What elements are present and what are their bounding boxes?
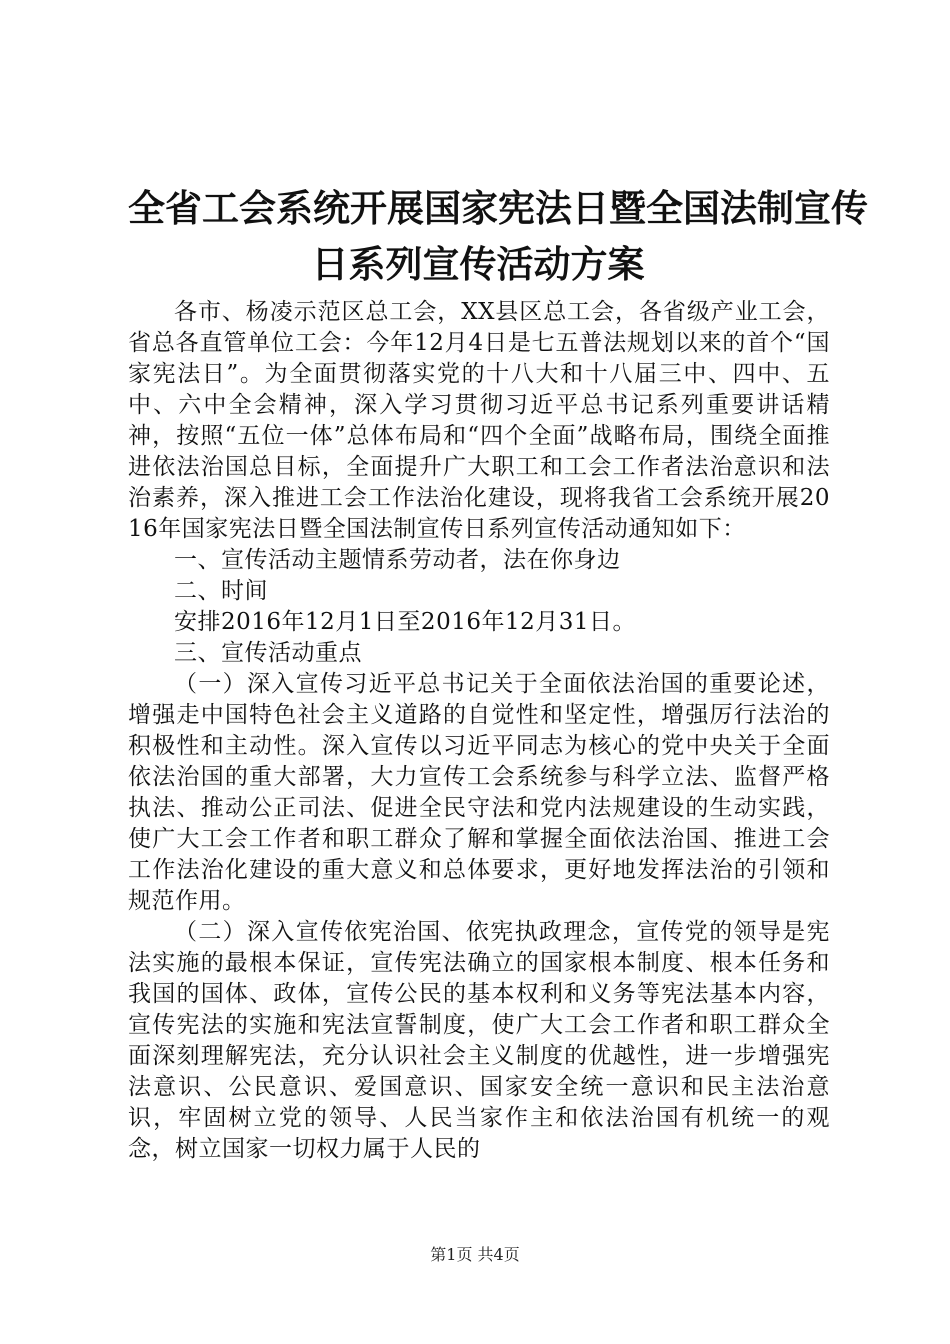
section-heading-focus: 三、宣传活动重点 [174, 640, 362, 666]
point-one-paragraph [128, 669, 830, 917]
document-title-line-2: 日系列宣传活动方案 [311, 243, 645, 286]
section-heading-theme: 一、宣传活动主题情系劳动者，法在你身边 [174, 547, 621, 573]
section-heading-time: 二、时间 [174, 578, 268, 604]
time-paragraph: 安排2016年12月1日至2016年12月31日。 [174, 609, 636, 635]
page-footer: 第1页 共4页 [430, 1245, 520, 1264]
document-body [128, 297, 830, 1165]
intro-paragraph: 各市、杨凌示范区总工会，XX县区总工会，各省级产业工会，省总各直管单位工会：今年12月4日是七五普法规划以来的首个“国家宪法日”。为全面贯彻落实党的十八大和十八届三中、四中、五中、六中全会精神，深入学习贯彻习近平总书记系列重要讲话精神，按照“五位一体”总体布局和“四个全面”战略布局，围绕全面推进依法治国总目标，全面提升广大职工和工会工作者法治意识和法治素养，深入推进工会工作法治化建设，现将我省工会系统开展2016年国家宪法日暨全国法制宣传日系列宣传活动通知如下： [128, 299, 830, 542]
document-title-line-1: 全省工会系统开展国家宪法日暨全国法制宣传 [128, 187, 868, 230]
point-one-lead: （一）深入宣传习近平总书记关于全面依法治国的重要论述，增强走中国特色社会主义道路的自觉性和坚定性，增强厉行法治的积极性和主动性。 [128, 671, 830, 759]
point-one-rest: 深入宣传以习近平同志为核心的党中央关于全面依法治国的重大部署，大力宣传工会系统参与科学立法、监督严格执法、推动公正司法、促进全民守法和党内法规建设的生动实践，使广大工会工作者和职工群众了解和掌握全面依法治国、推进工会工作法治化建设的重大意义和总体要求，更好地发挥法治的引领和规范作用。 [128, 733, 831, 914]
point-two-paragraph: （二）深入宣传依宪治国、依宪执政理念，宣传党的领导是宪法实施的最根本保证，宣传宪法确立的国家根本制度、根本任务和我国的国体、政体，宣传公民的基本权利和义务等宪法基本内容，宣传宪法的实施和宪法宣誓制度，使广大工会工作者和职工群众全面深刻理解宪法，充分认识社会主义制度的优越性，进一步增强宪法意识、公民意识、爱国意识、国家安全统一意识和民主法治意识，牢固树立党的领导、人民当家作主和依法治国有机统一的观念，树立国家一切权力属于人民的 [128, 919, 830, 1162]
